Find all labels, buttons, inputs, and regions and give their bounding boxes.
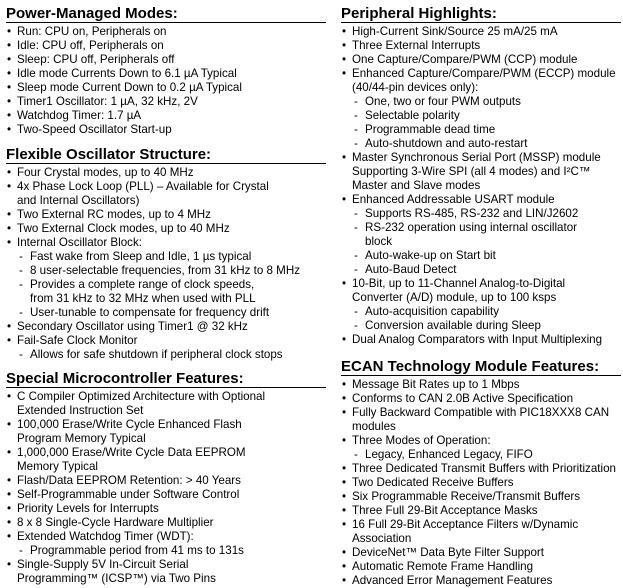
list-item: • Idle: CPU off, Peripherals on: [6, 39, 326, 53]
sub-list-item: - Provides a complete range of clock speeds, from 31 kHz to 32 MHz when used with PLL: [6, 278, 326, 306]
list-item: • Advanced Error Management Features: [341, 574, 621, 588]
feature-list: [6, 390, 326, 586]
oscillator-structure-section: [6, 146, 326, 362]
list-item: • Secondary Oscillator using Timer1 @ 32 kHz: [6, 320, 326, 334]
list-item: • Internal Oscillator Block:: [6, 236, 326, 250]
list-item: • 8 x 8 Single-Cycle Hardware Multiplier: [6, 516, 326, 530]
sub-list-item: - Selectable polarity: [341, 109, 621, 123]
section-title: Peripheral Highlights:: [341, 5, 621, 23]
list-item: • Two-Speed Oscillator Start-up: [6, 123, 326, 137]
sub-list-item: - Auto-shutdown and auto-restart: [341, 137, 621, 151]
sub-list-item: - Legacy, Enhanced Legacy, FIFO: [341, 448, 621, 462]
list-item: • Automatic Remote Frame Handling: [341, 560, 621, 574]
list-item: • Six Programmable Receive/Transmit Buffers: [341, 490, 621, 504]
sub-list-item: - Conversion available during Sleep: [341, 319, 621, 333]
list-item: • DeviceNet™ Data Byte Filter Support: [341, 546, 621, 560]
sub-list-item: - 8 user-selectable frequencies, from 31 kHz to 8 MHz: [6, 264, 326, 278]
list-item: • Sleep: CPU off, Peripherals off: [6, 53, 326, 67]
feature-list: [6, 166, 326, 362]
sub-list-item: - Auto-Baud Detect: [341, 263, 621, 277]
section-title: ECAN Technology Module Features:: [341, 358, 621, 376]
list-item: • Fully Backward Compatible with PIC18XXX8 CAN modules: [341, 406, 621, 434]
feature-list: [341, 25, 621, 347]
sub-list-item: - Programmable dead time: [341, 123, 621, 137]
list-item: • Single-Supply 5V In-Circuit Serial Programming™ (ICSP™) via Two Pins: [6, 558, 326, 586]
right-column: [341, 0, 621, 588]
section-title: Flexible Oscillator Structure:: [6, 146, 326, 164]
list-item: • Two External Clock modes, up to 40 MHz: [6, 222, 326, 236]
list-item: • Fail-Safe Clock Monitor: [6, 334, 326, 348]
list-item: • Priority Levels for Interrupts: [6, 502, 326, 516]
list-item: • Three Modes of Operation:: [341, 434, 621, 448]
power-managed-modes-section: [6, 5, 326, 137]
list-item: • Two External RC modes, up to 4 MHz: [6, 208, 326, 222]
list-item: • Enhanced Capture/Compare/PWM (ECCP) module (40/44-pin devices only):: [341, 67, 621, 95]
sub-list-item: - User-tunable to compensate for frequency drift: [6, 306, 326, 320]
sub-list-item: - Fast wake from Sleep and Idle, 1 µs typical: [6, 250, 326, 264]
special-features-section: [6, 370, 326, 586]
feature-list: [341, 378, 621, 588]
list-item: • Conforms to CAN 2.0B Active Specification: [341, 392, 621, 406]
list-item: • Watchdog Timer: 1.7 µA: [6, 109, 326, 123]
list-item: • Run: CPU on, Peripherals on: [6, 25, 326, 39]
list-item: • Self-Programmable under Software Control: [6, 488, 326, 502]
list-item: • Master Synchronous Serial Port (MSSP) module Supporting 3-Wire SPI (all 4 modes) and I²C™ Master and Slave modes: [341, 151, 621, 193]
list-item: • Timer1 Oscillator: 1 µA, 32 kHz, 2V: [6, 95, 326, 109]
list-item: • C Compiler Optimized Architecture with Optional Extended Instruction Set: [6, 390, 326, 418]
list-item: • Three Dedicated Transmit Buffers with Prioritization: [341, 462, 621, 476]
sub-list-item: - RS-232 operation using internal oscillator block: [341, 221, 621, 249]
list-item: • Flash/Data EEPROM Retention: > 40 Years: [6, 474, 326, 488]
feature-list: [6, 25, 326, 137]
list-item: • 10-Bit, up to 11-Channel Analog-to-Digital Converter (A/D) module, up to 100 ksps: [341, 277, 621, 305]
list-item: • 1,000,000 Erase/Write Cycle Data EEPROM Memory Typical: [6, 446, 326, 474]
list-item: • Two Dedicated Receive Buffers: [341, 476, 621, 490]
list-item: • Extended Watchdog Timer (WDT):: [6, 530, 326, 544]
list-item: • Three Full 29-Bit Acceptance Masks: [341, 504, 621, 518]
sub-list-item: - Allows for safe shutdown if peripheral clock stops: [6, 348, 326, 362]
section-title: Special Microcontroller Features:: [6, 370, 326, 388]
sub-list-item: - Supports RS-485, RS-232 and LIN/J2602: [341, 207, 621, 221]
list-item: • 100,000 Erase/Write Cycle Enhanced Flash Program Memory Typical: [6, 418, 326, 446]
list-item: • Dual Analog Comparators with Input Multiplexing: [341, 333, 621, 347]
list-item: • Message Bit Rates up to 1 Mbps: [341, 378, 621, 392]
list-item: • Sleep mode Current Down to 0.2 µA Typical: [6, 81, 326, 95]
section-title: Power-Managed Modes:: [6, 5, 326, 23]
ecan-features-section: [341, 358, 621, 588]
sub-list-item: - Auto-wake-up on Start bit: [341, 249, 621, 263]
sub-list-item: - Auto-acquisition capability: [341, 305, 621, 319]
list-item: • Four Crystal modes, up to 40 MHz: [6, 166, 326, 180]
sub-list-item: - Programmable period from 41 ms to 131s: [6, 544, 326, 558]
list-item: • One Capture/Compare/PWM (CCP) module: [341, 53, 621, 67]
list-item: • Three External Interrupts: [341, 39, 621, 53]
list-item: • Enhanced Addressable USART module: [341, 193, 621, 207]
peripheral-highlights-section: [341, 5, 621, 347]
list-item: • Idle mode Currents Down to 6.1 µA Typical: [6, 67, 326, 81]
sub-list-item: - One, two or four PWM outputs: [341, 95, 621, 109]
list-item: • 16 Full 29-Bit Acceptance Filters w/Dynamic Association: [341, 518, 621, 546]
list-item: • 4x Phase Lock Loop (PLL) – Available for Crystal and Internal Oscillators): [6, 180, 326, 208]
left-column: [6, 0, 326, 586]
list-item: • High-Current Sink/Source 25 mA/25 mA: [341, 25, 621, 39]
